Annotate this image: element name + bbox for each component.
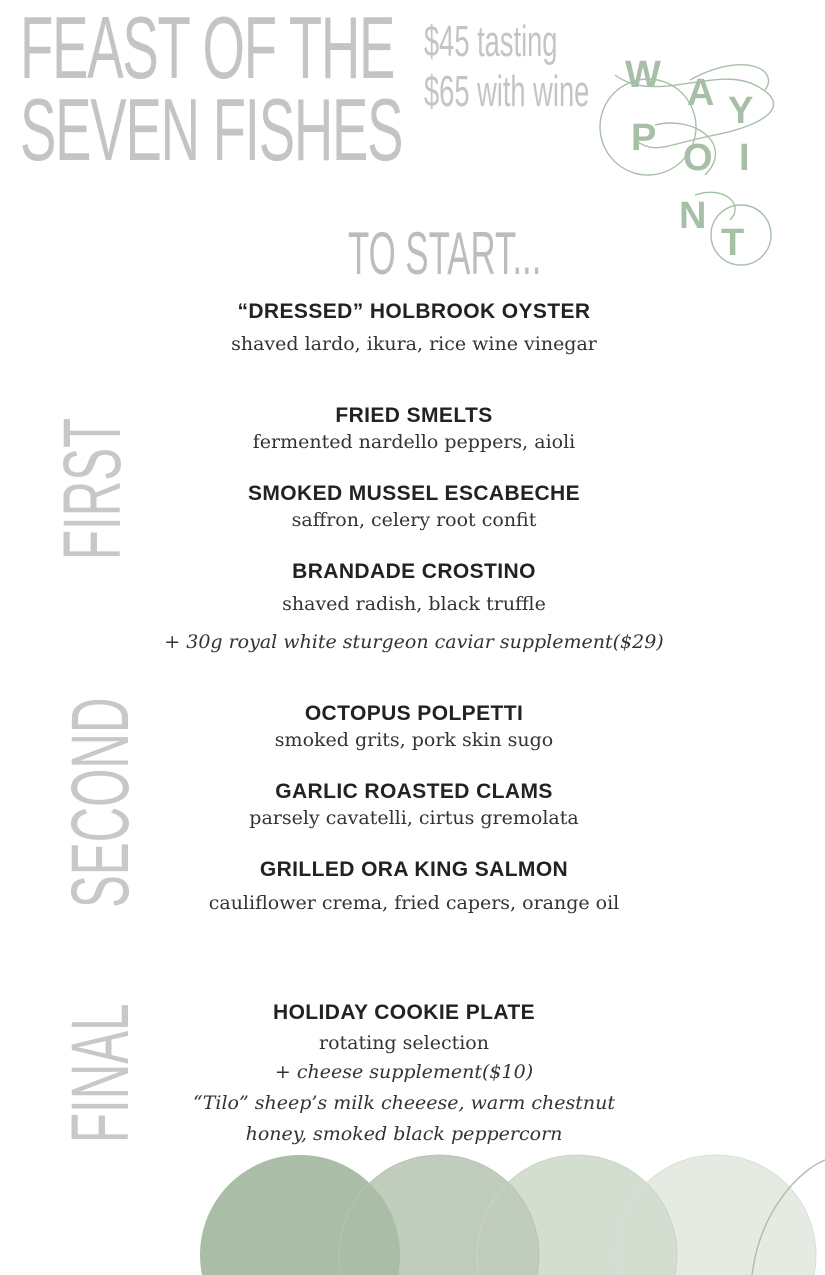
caviar-supplement: + 30g royal white sturgeon caviar supplement($29) (164, 631, 664, 653)
waypoint-logo (595, 45, 785, 270)
dish-desc-smelts: fermented nardello peppers, aioli (252, 431, 576, 453)
dish-desc-oyster: shaved lardo, ikura, rice wine vinegar (231, 333, 597, 355)
dish-name-clams: GARLIC ROASTED CLAMS (275, 780, 553, 803)
logo-letter-o: O (683, 137, 713, 179)
cheese-description-line-2: honey, smoked black peppercorn (245, 1123, 563, 1145)
course-label-first: FIRST (47, 417, 138, 560)
logo-letter-n: N (679, 195, 707, 237)
menu-title-line-2: SEVEN FISHES (20, 80, 403, 179)
course-label-second: SECOND (55, 697, 146, 908)
decorative-circles (0, 1150, 825, 1275)
dish-desc-salmon: cauliflower crema, fried capers, orange oil (208, 892, 620, 914)
menu-title-line-1: FEAST OF THE (20, 0, 395, 97)
logo-letter-y: Y (728, 90, 754, 132)
price-tasting: $45 tasting (424, 17, 558, 66)
dish-name-cookie: HOLIDAY COOKIE PLATE (273, 1001, 535, 1024)
to-start-heading: TO START... (348, 220, 542, 287)
course-label-final: FINAL (55, 1003, 146, 1143)
circle-1 (200, 1155, 400, 1275)
dish-name-salmon: GRILLED ORA KING SALMON (259, 858, 569, 881)
logo-letter-i: I (739, 137, 750, 179)
dish-name-oyster: “DRESSED” HOLBROOK OYSTER (237, 300, 591, 323)
price-with-wine: $65 with wine (424, 67, 590, 116)
logo-letter-w: W (625, 54, 661, 96)
dish-desc-octopus: smoked grits, pork skin sugo (274, 729, 554, 751)
dish-desc-cookie: rotating selection (319, 1032, 489, 1054)
dish-desc-clams: parsely cavatelli, cirtus gremolata (249, 807, 579, 829)
dish-desc-mussel: saffron, celery root confit (291, 509, 537, 531)
dish-desc-brandade: shaved radish, black truffle (282, 593, 546, 615)
logo-letter-p: P (631, 117, 657, 159)
dish-name-smelts: FRIED SMELTS (335, 404, 493, 427)
cheese-supplement: + cheese supplement($10) (274, 1061, 534, 1083)
logo-letter-t: T (721, 222, 745, 264)
dish-name-mussel: SMOKED MUSSEL ESCABECHE (247, 482, 581, 505)
dish-name-octopus: OCTOPUS POLPETTI (304, 702, 524, 725)
cheese-description-line-1: “Tilo” sheep’s milk cheeese, warm chestnut (193, 1092, 615, 1114)
dish-name-brandade: BRANDADE CROSTINO (292, 560, 536, 583)
logo-letter-a: A (687, 72, 715, 114)
